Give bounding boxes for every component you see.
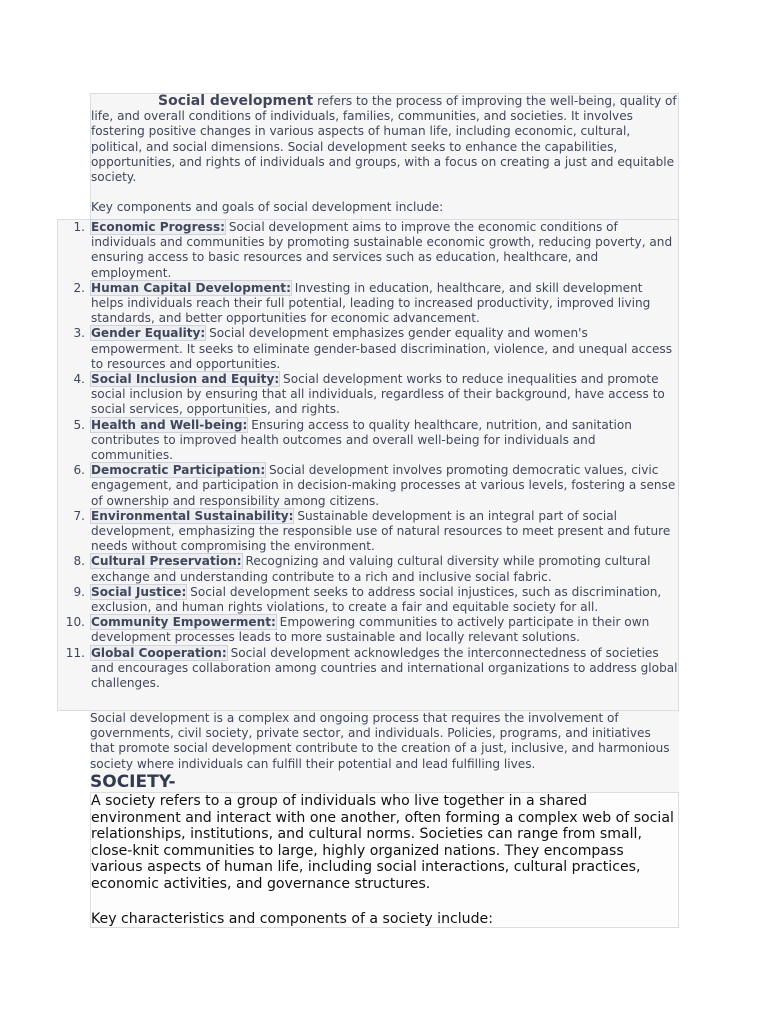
item-term: Environmental Sustainability: <box>91 508 294 523</box>
list-item <box>58 418 678 464</box>
item-term: Cultural Preservation: <box>91 554 242 569</box>
components-list <box>58 220 678 691</box>
item-number: 3. <box>73 326 85 341</box>
item-number: 11. <box>65 645 85 660</box>
item-number: 6. <box>73 463 85 478</box>
item-number: 10. <box>65 615 85 630</box>
item-text: Social development seeks to address social injustices, such as discrimination, exclusion, and human rights violations, to create a fair and equitable society for all. <box>91 584 662 615</box>
intro-text: refers to the process of improving the well-being, quality of life, and overall conditions of individuals, families, communities, and societies. It involves fostering positive changes in various aspects of human life, including economic, cultural, political, and social dimensions. Social development seeks to enhance the capabilities, opportunities, and rights of individuals and groups, with a focus on creating a just and equitable society. <box>91 94 677 185</box>
society-paragraph: A society refers to a group of individuals who live together in a shared environment and interact with one another, often forming a complex web of social relationships, institutions, and cultural norms. Societies can range from small, close-knit communities to large, highly organized nations. They encompass various aspects of human life, including social interactions, cultural practices, economic activities, and governance structures. <box>91 793 674 892</box>
list-item <box>58 585 678 615</box>
item-term: Community Empowerment: <box>91 615 276 630</box>
list-item <box>58 326 678 372</box>
outro-paragraph: Social development is a complex and ongoing process that requires the involvement of governments, civil society, private sector, and individuals. Policies, programs, and initiatives that promote social development contribute to the creation of a just, inclusive, and harmonious society where individuals can fulfill their potential and lead fulfilling lives. <box>90 711 679 772</box>
item-text: Social development aims to improve the economic conditions of individuals and communities by promoting sustainable economic growth, reducing poverty, and ensuring access to basic resources and services such as education, healthcare, and employment. <box>91 220 673 280</box>
list-intro: Key components and goals of social development include: <box>91 200 444 215</box>
item-text: Sustainable development is an integral part of social development, emphasizing the responsible use of natural resources to meet present and future needs without compromising the environment. <box>91 508 671 554</box>
item-number: 2. <box>73 280 85 295</box>
item-term: Democratic Participation: <box>91 463 266 478</box>
document-page <box>65 93 679 928</box>
item-text: Recognizing and valuing cultural diversity while promoting cultural exchange and understanding contribute to a rich and inclusive social fabric. <box>91 554 651 584</box>
list-item <box>58 281 678 327</box>
list-item <box>58 463 678 509</box>
item-text: Social development acknowledges the interconnectedness of societies and encourages collaboration among countries and international organizations to address global challenges. <box>91 645 678 691</box>
intro-paragraph <box>91 94 678 185</box>
society-heading: SOCIETY- <box>90 772 679 792</box>
intro-section <box>90 93 679 219</box>
item-term: Gender Equality: <box>91 326 206 341</box>
item-text: Social development involves promoting democratic values, civic engagement, and participation in decision-making processes at various levels, fostering a sense of ownership and responsibility among citizens. <box>91 463 676 508</box>
lead-term: Social development <box>158 93 314 109</box>
item-term: Health and Well-being: <box>91 417 248 432</box>
item-number: 9. <box>73 584 85 599</box>
item-term: Economic Progress: <box>91 220 225 234</box>
item-number: 8. <box>73 554 85 569</box>
item-text: Investing in education, healthcare, and skill development helps individuals reach their full potential, leading to increased productivity, improved living standards, and better opportunities for economic advancement. <box>91 280 651 326</box>
item-text: Social development works to reduce inequalities and promote social inclusion by ensuring that all individuals, regardless of their background, have access to social services, opportunities, and rights. <box>91 372 665 417</box>
item-number: 5. <box>73 417 85 432</box>
list-item <box>58 615 678 645</box>
list-item <box>58 372 678 418</box>
item-term: Human Capital Development: <box>91 280 291 295</box>
item-text: Social development emphasizes gender equality and women's empowerment. It seeks to eliminate gender-based discrimination, violence, and unequal access to resources and opportunities. <box>91 326 673 371</box>
item-number: 1. <box>73 220 85 234</box>
item-term: Social Justice: <box>91 584 187 599</box>
list-item <box>58 554 678 584</box>
components-list-box <box>57 219 679 711</box>
item-number: 4. <box>73 372 85 387</box>
item-text: Empowering communities to actively participate in their own development processes leads to more sustainable and locally relevant solutions. <box>91 615 650 645</box>
list-item <box>58 646 678 692</box>
item-term: Social Inclusion and Equity: <box>91 372 280 387</box>
item-number: 7. <box>73 508 85 523</box>
list-item <box>58 509 678 555</box>
item-term: Global Cooperation: <box>91 645 227 660</box>
society-section <box>90 792 679 928</box>
list-item <box>58 220 678 281</box>
society-list-intro: Key characteristics and components of a society include: <box>91 910 493 927</box>
item-text: Ensuring access to quality healthcare, nutrition, and sanitation contributes to improved health outcomes and overall well-being for individuals and communities. <box>91 417 632 463</box>
